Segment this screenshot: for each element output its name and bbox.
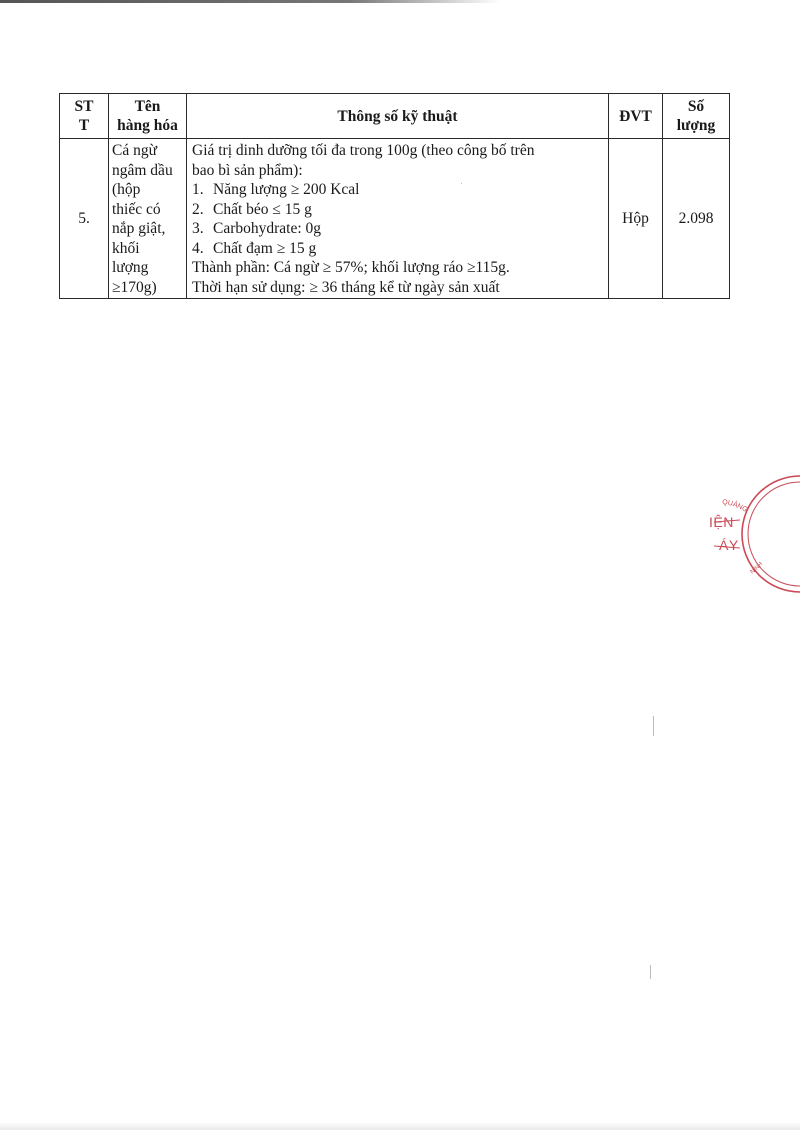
- table-header-row: [60, 94, 730, 139]
- spec-item-text: Chất đạm ≥ 15 g: [213, 239, 317, 257]
- scan-speck: [650, 965, 651, 979]
- name-line: ≥170g): [112, 278, 157, 296]
- name-line: nắp giật,: [112, 220, 166, 237]
- header-spec: Thông số kỹ thuật: [187, 94, 609, 139]
- header-name: [109, 94, 187, 139]
- spec-item: [192, 180, 608, 200]
- scan-edge-bottom: [0, 1122, 800, 1130]
- seal-stamp: [704, 470, 800, 598]
- spec-item-text: Carbohydrate: 0g: [213, 220, 322, 237]
- header-name-line: hàng hóa: [117, 117, 178, 134]
- spec-line: Giá trị dinh dưỡng tối đa trong 100g (theo công bố trên: [192, 142, 535, 159]
- header-qty-line: Số: [687, 98, 705, 115]
- spec-item-number: 1.: [192, 181, 204, 198]
- seal-text-line2: ÁY: [719, 537, 739, 553]
- spec-item: [192, 219, 608, 239]
- seal-text-line1: IỆN: [709, 514, 734, 530]
- cell-product-name: [109, 139, 187, 299]
- name-line: ngâm dầu: [112, 161, 173, 179]
- spec-item-text: Năng lượng ≥ 200 Kcal: [213, 181, 360, 198]
- spec-item: [192, 239, 608, 259]
- cell-quantity: 2.098: [663, 139, 730, 299]
- name-line: (hộp: [112, 181, 141, 198]
- scan-edge-top: [0, 0, 500, 3]
- name-line: thiếc có: [112, 200, 161, 218]
- header-unit: ĐVT: [609, 94, 663, 139]
- name-line: Cá ngừ: [112, 142, 157, 159]
- spec-item-text: Chất béo ≤ 15 g: [213, 200, 312, 218]
- scan-speck: [461, 183, 462, 184]
- cell-stt: 5.: [60, 139, 109, 299]
- specification-table: [59, 93, 730, 299]
- spec-shelf-life: Thời hạn sử dụng: ≥ 36 tháng kể từ ngày sản xuất: [192, 278, 500, 296]
- header-stt: [60, 94, 109, 139]
- spec-item: [192, 200, 608, 220]
- seal-arc-bottom-text: NINH: [749, 561, 765, 576]
- header-qty: [663, 94, 730, 139]
- cell-unit: Hộp: [609, 139, 663, 299]
- header-qty-line: lượng: [676, 117, 716, 134]
- spec-item-number: 3.: [192, 220, 204, 237]
- spec-item-number: 2.: [192, 200, 204, 218]
- header-stt-line: ST: [74, 98, 94, 115]
- seal-outer-ring: [742, 476, 800, 592]
- table-row: [60, 139, 730, 299]
- seal-arc-top-text: QUẢNG: [721, 498, 749, 514]
- name-line: khối: [112, 239, 140, 257]
- cell-specification: [187, 139, 609, 299]
- header-stt-line: T: [78, 117, 90, 134]
- spec-line: bao bì sản phẩm):: [192, 161, 303, 179]
- spec-item-number: 4.: [192, 239, 204, 257]
- name-line: lượng: [112, 259, 149, 276]
- scan-speck: [653, 716, 654, 736]
- spec-ingredients: Thành phần: Cá ngừ ≥ 57%; khối lượng ráo ≥115g.: [192, 259, 510, 276]
- header-name-line: Tên: [134, 98, 161, 115]
